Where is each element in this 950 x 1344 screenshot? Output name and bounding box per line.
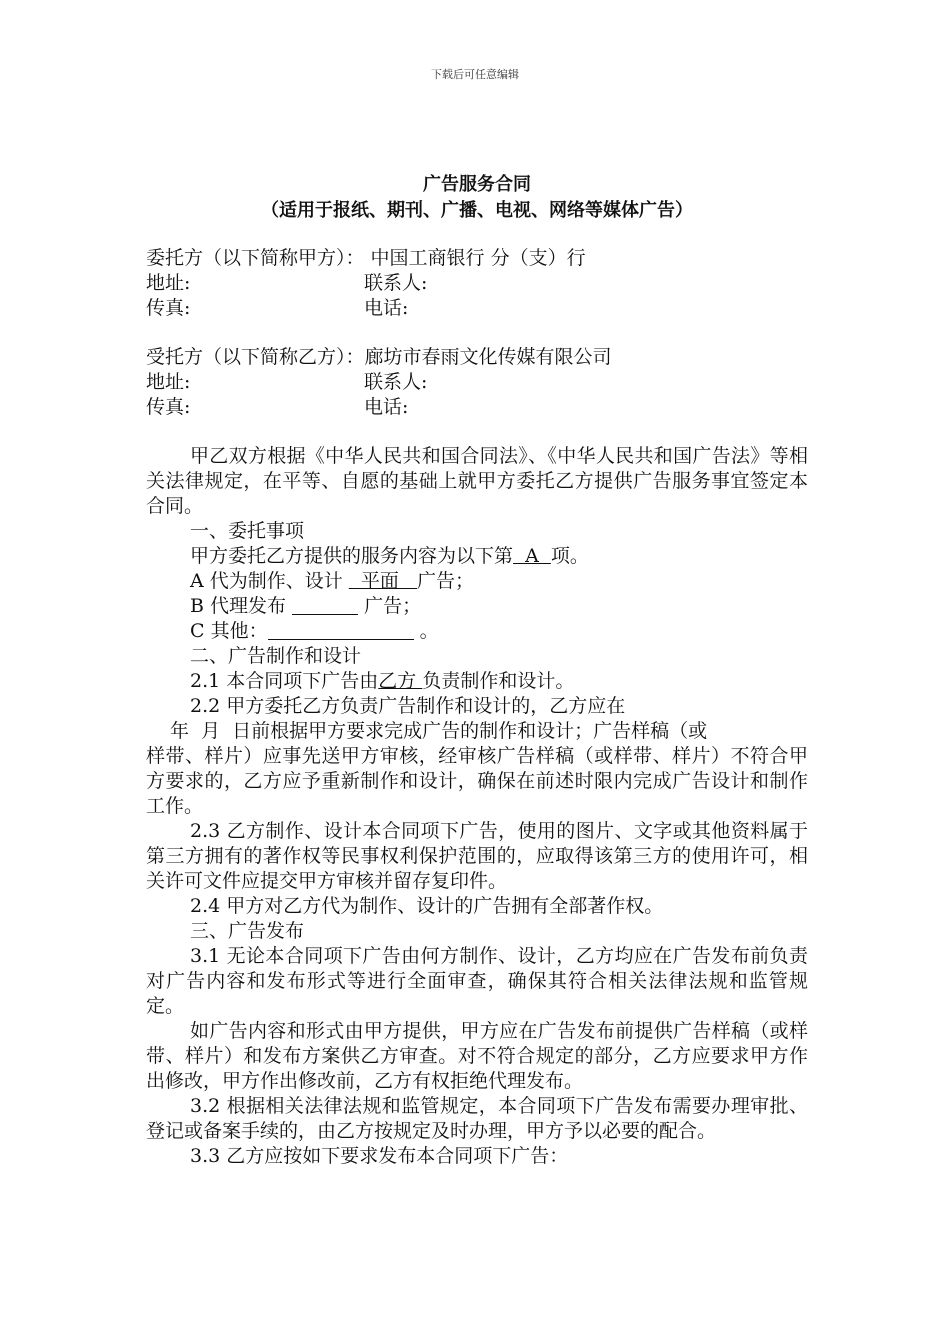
item-a-text: A 代为制作、设计	[190, 570, 349, 592]
clause-2-1-value: 乙方	[378, 670, 423, 692]
section-2-heading: 二、广告制作和设计	[190, 645, 362, 667]
party-a-row-2	[146, 296, 808, 321]
clause-2-1-end: 负责制作和设计。	[422, 670, 575, 692]
contract-title: 广告服务合同	[423, 174, 531, 195]
clause-2-2-line-2: 年 月 日前根据甲方要求完成广告的制作和设计；广告样稿（或	[170, 720, 708, 742]
item-a-end: 广告；	[417, 570, 475, 592]
section-3-heading: 三、广告发布	[190, 920, 305, 942]
preamble: 甲乙双方根据《中华人民共和国合同法》、《中华人民共和国广告法》等相关法律规定，在平等、自愿的基础上就甲方委托乙方提供广告服务事宜签定本合同。	[146, 445, 808, 517]
party-a-address-label: 地址:	[146, 272, 191, 294]
item-b-end: 广告；	[358, 595, 422, 617]
clause-3-3: 3.3 乙方应按如下要求发布本合同项下广告：	[190, 1145, 569, 1167]
party-a-name: 委托方（以下简称甲方）： 中国工商银行 分（支）行	[146, 247, 586, 269]
section-1-intro-end: 项。	[550, 545, 589, 567]
item-c-text: C 其他：	[190, 620, 268, 642]
selected-item-value: A	[513, 545, 551, 567]
header-note: 下载后可任意编辑	[431, 68, 519, 81]
section-1-heading: 一、委托事项	[190, 520, 305, 542]
party-a-phone-label: 电话:	[364, 297, 409, 319]
item-c-end: 。	[413, 620, 439, 642]
contract-subtitle: （适用于报纸、期刊、广播、电视、网络等媒体广告）	[261, 200, 693, 221]
party-b-contact-label: 联系人:	[364, 371, 428, 393]
clause-2-2-line-1: 2.2 甲方委托乙方负责广告制作和设计的，乙方应在	[190, 695, 626, 717]
clause-2-2-rest: 样带、样片）应事先送甲方审核，经审核广告样稿（或样带、样片）不符合甲方要求的，乙方应予重新制作和设计，确保在前述时限内完成广告设计和制作工作。	[146, 745, 808, 817]
party-a-contact-label: 联系人:	[364, 272, 428, 294]
item-b	[146, 594, 808, 619]
party-a-block	[146, 246, 808, 321]
clause-2-4: 2.4 甲方对乙方代为制作、设计的广告拥有全部著作权。	[190, 895, 664, 917]
party-b-block	[146, 345, 808, 420]
item-a	[146, 569, 808, 594]
item-a-value: 平面	[348, 570, 418, 592]
clause-3-2: 3.2 根据相关法律法规和监管规定，本合同项下广告发布需要办理审批、登记或备案手续的，由乙方按规定及时办理，甲方予以必要的配合。	[146, 1095, 808, 1142]
section-1-intro-text: 甲方委托乙方提供的服务内容为以下第	[190, 545, 514, 567]
clause-2-3: 2.3 乙方制作、设计本合同项下广告，使用的图片、文字或其他资料属于第三方拥有的著作权等民事权利保护范围的，应取得该第三方的使用许可，相关许可文件应提交甲方审核并留存复印件。	[146, 820, 808, 892]
clause-2-1-text: 2.1 本合同项下广告由	[190, 670, 379, 692]
section-1-intro	[146, 544, 808, 569]
item-b-blank	[292, 595, 358, 615]
party-a-row-1	[146, 271, 808, 296]
party-b-phone-label: 电话:	[364, 396, 409, 418]
party-a-fax-label: 传真:	[146, 297, 191, 319]
party-b-address-label: 地址:	[146, 371, 191, 393]
clause-3-1-b: 如广告内容和形式由甲方提供，甲方应在广告发布前提供广告样稿（或样带、样片）和发布方案供乙方审查。对不符合规定的部分，乙方应要求甲方作出修改，甲方作出修改前，乙方有权拒绝代理发布。	[146, 1020, 808, 1092]
party-b-fax-label: 传真:	[146, 396, 191, 418]
contract-body	[146, 172, 808, 1169]
clause-3-1: 3.1 无论本合同项下广告由何方制作、设计，乙方均应在广告发布前负责对广告内容和发布形式等进行全面审查，确保其符合相关法律法规和监管规定。	[146, 945, 808, 1017]
party-b-row-2	[146, 395, 808, 420]
item-c-blank	[268, 620, 414, 640]
party-b-row-1	[146, 370, 808, 395]
party-b-name: 受托方（以下简称乙方）：廊坊市春雨文化传媒有限公司	[146, 346, 612, 368]
item-b-text: B 代理发布	[190, 595, 293, 617]
item-c	[146, 619, 808, 644]
clause-2-1	[146, 669, 808, 694]
